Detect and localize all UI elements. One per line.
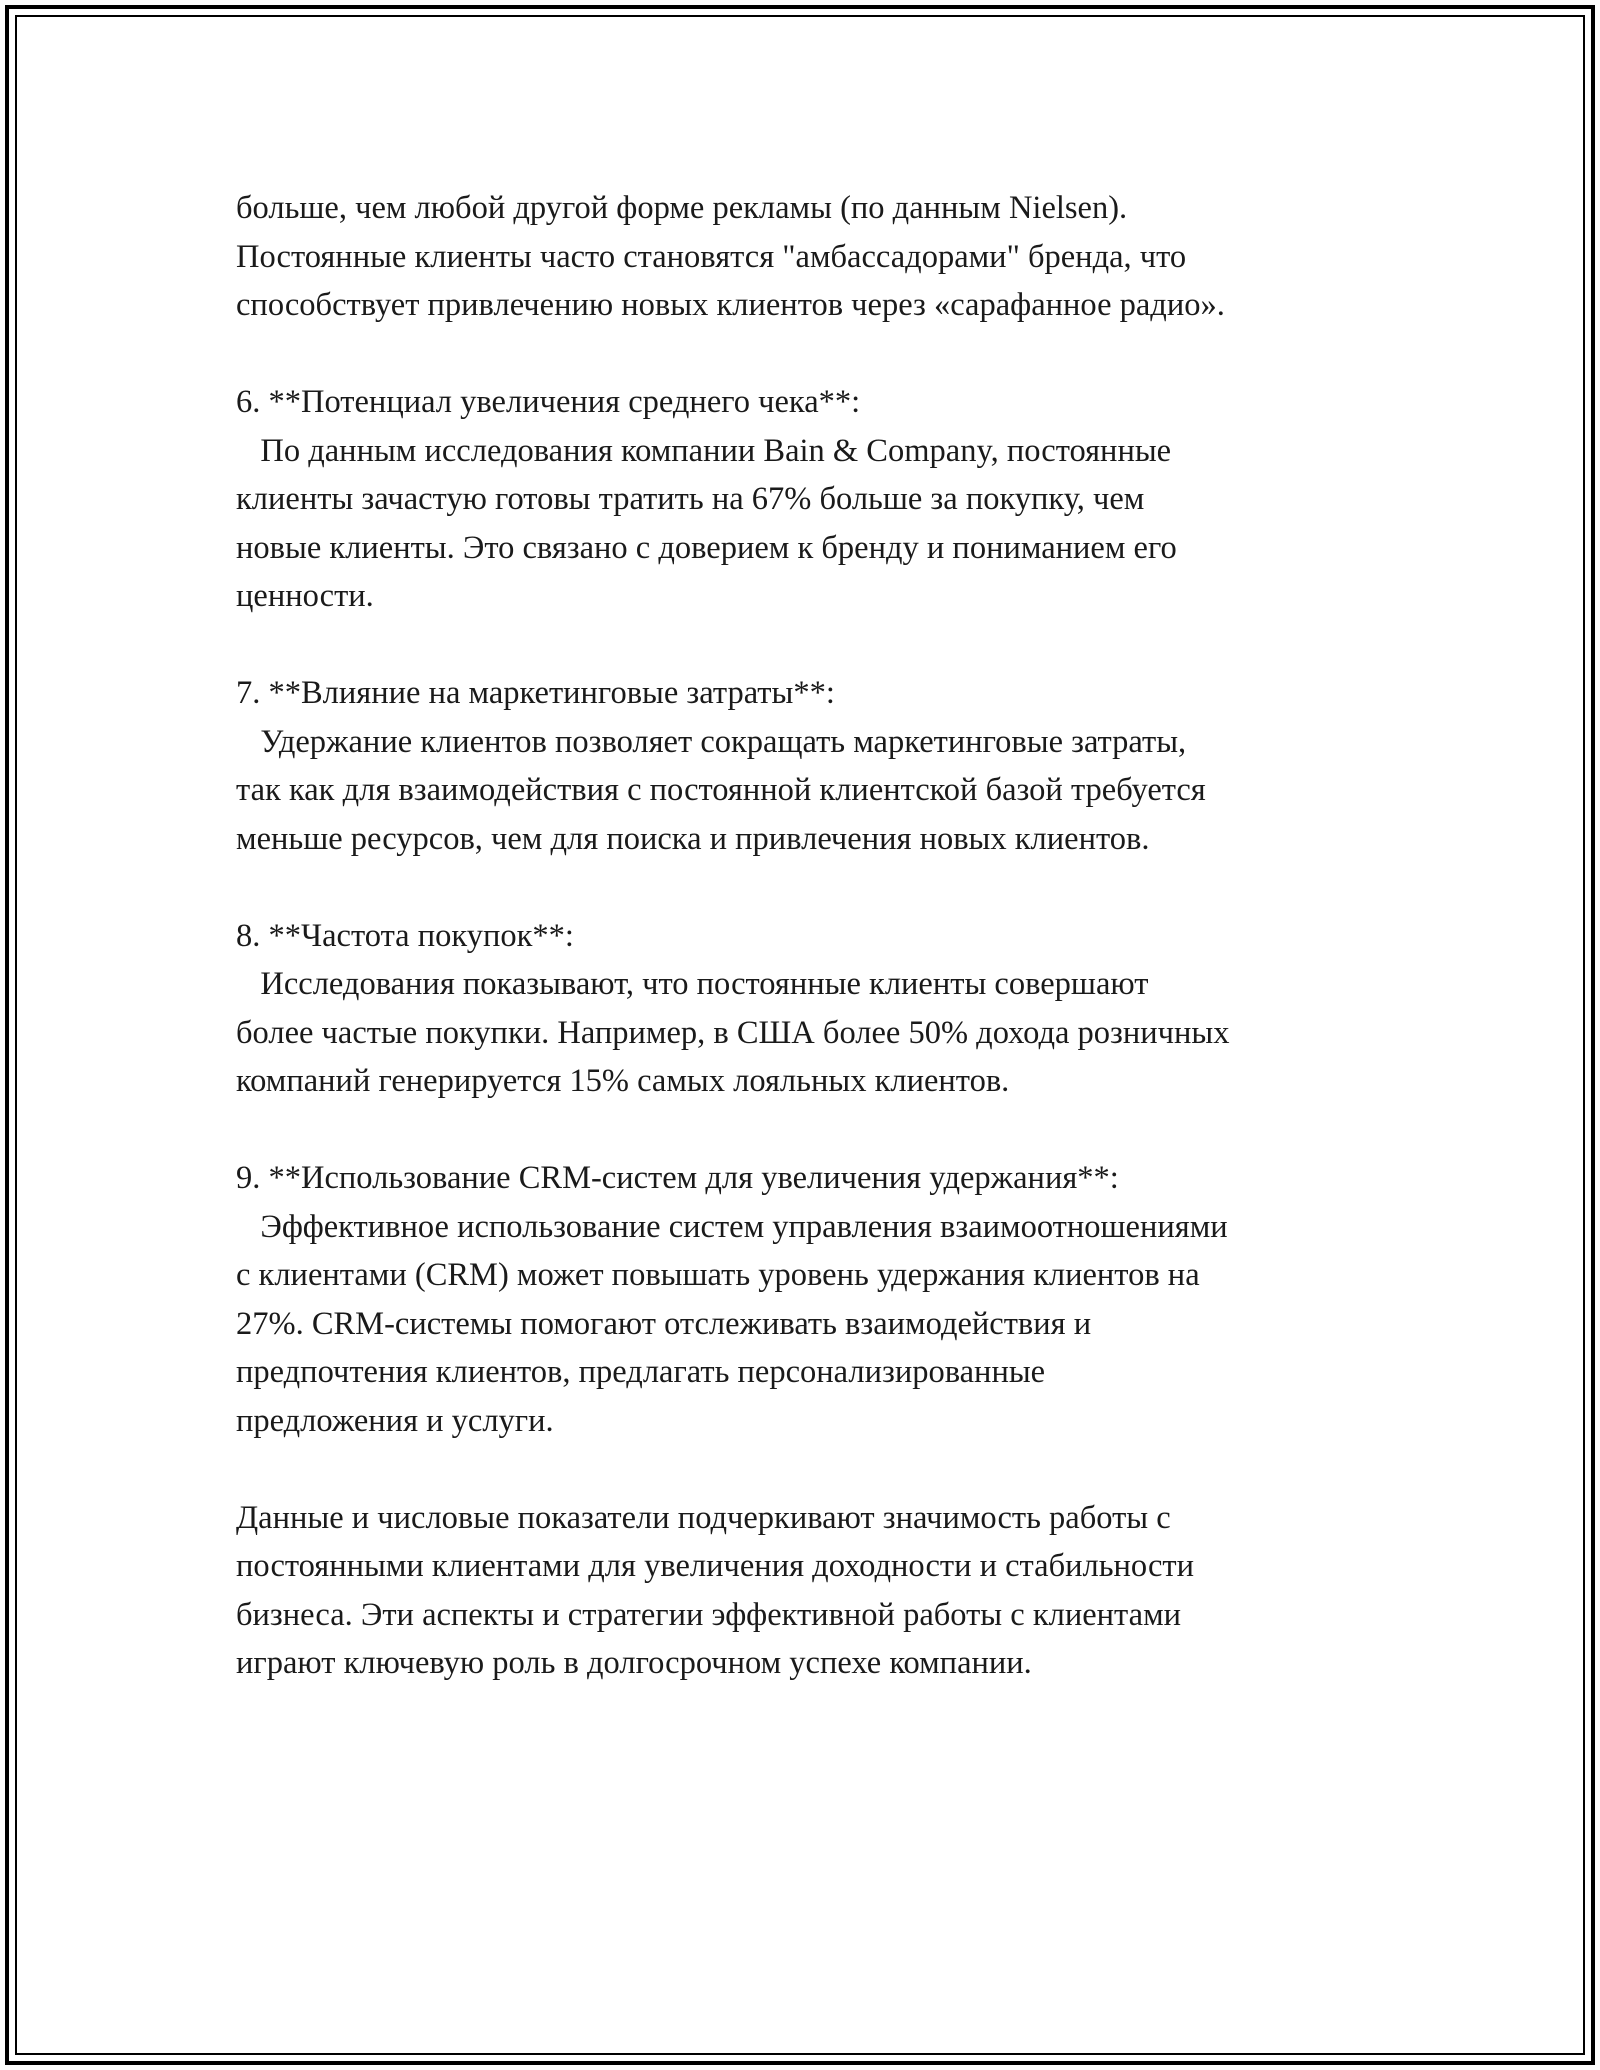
text-line: предложения и услуги. — [236, 1402, 554, 1439]
section-9 — [236, 1154, 1416, 1445]
text-line: так как для взаимодействия с постоянной клиентской базой требуется — [236, 772, 1206, 808]
text-line: бизнеса. Эти аспекты и стратегии эффективной работы с клиентами — [236, 1596, 1182, 1633]
section-heading: 8. **Частота покупок**: — [236, 917, 574, 954]
text-line: 27%. CRM-системы помогают отслеживать взаимодействия и — [236, 1305, 1092, 1342]
paragraph-spacer — [236, 863, 1416, 912]
text-line: больше, чем любой другой форме рекламы (по данным Nielsen). — [236, 190, 1128, 226]
text-line: клиенты зачастую готовы тратить на 67% больше за покупку, чем — [236, 481, 1145, 517]
intro-paragraph — [236, 184, 1416, 330]
paragraph-spacer — [236, 1106, 1416, 1155]
conclusion-paragraph — [236, 1494, 1416, 1688]
text-line: компаний генерируется 15% самых лояльных клиентов. — [236, 1063, 1010, 1099]
text-line: способствует привлечению новых клиентов через «сарафанное радио». — [236, 287, 1225, 323]
paragraph-spacer — [236, 621, 1416, 670]
text-line: меньше ресурсов, чем для поиска и привлечения новых клиентов. — [236, 820, 1150, 857]
section-heading: 6. **Потенциал увеличения среднего чека**: — [236, 384, 861, 420]
text-line: новые клиенты. Это связано с доверием к бренду и пониманием его — [236, 529, 1177, 566]
text-line: постоянными клиентами для увеличения доходности и стабильности — [236, 1548, 1195, 1584]
section-6 — [236, 378, 1416, 621]
text-line: Данные и числовые показатели подчеркивают значимость работы с — [236, 1499, 1171, 1536]
text-line: ценности. — [236, 578, 374, 614]
text-line: Удержание клиентов позволяет сокращать маркетинговые затраты, — [236, 723, 1187, 760]
document-body — [236, 184, 1416, 1688]
section-8 — [236, 912, 1416, 1106]
section-heading: 7. **Влияние на маркетинговые затраты**: — [236, 675, 835, 711]
text-line: Эффективное использование систем управления взаимоотношениями — [236, 1208, 1228, 1245]
paragraph-spacer — [236, 330, 1416, 379]
section-heading: 9. **Использование CRM-систем для увеличения удержания**: — [236, 1160, 1119, 1196]
text-line: играют ключевую роль в долгосрочном успехе компании. — [236, 1645, 1032, 1681]
text-line: с клиентами (CRM) может повышать уровень удержания клиентов на — [236, 1257, 1200, 1293]
text-line: предпочтения клиентов, предлагать персонализированные — [236, 1354, 1046, 1390]
text-line: Постоянные клиенты часто становятся "амбассадорами" бренда, что — [236, 238, 1187, 275]
section-7 — [236, 669, 1416, 863]
text-line: более частые покупки. Например, в США более 50% дохода розничных — [236, 1014, 1230, 1051]
text-line: По данным исследования компании Bain & Company, постоянные — [236, 432, 1172, 469]
paragraph-spacer — [236, 1445, 1416, 1494]
text-line: Исследования показывают, что постоянные клиенты совершают — [236, 966, 1149, 1002]
